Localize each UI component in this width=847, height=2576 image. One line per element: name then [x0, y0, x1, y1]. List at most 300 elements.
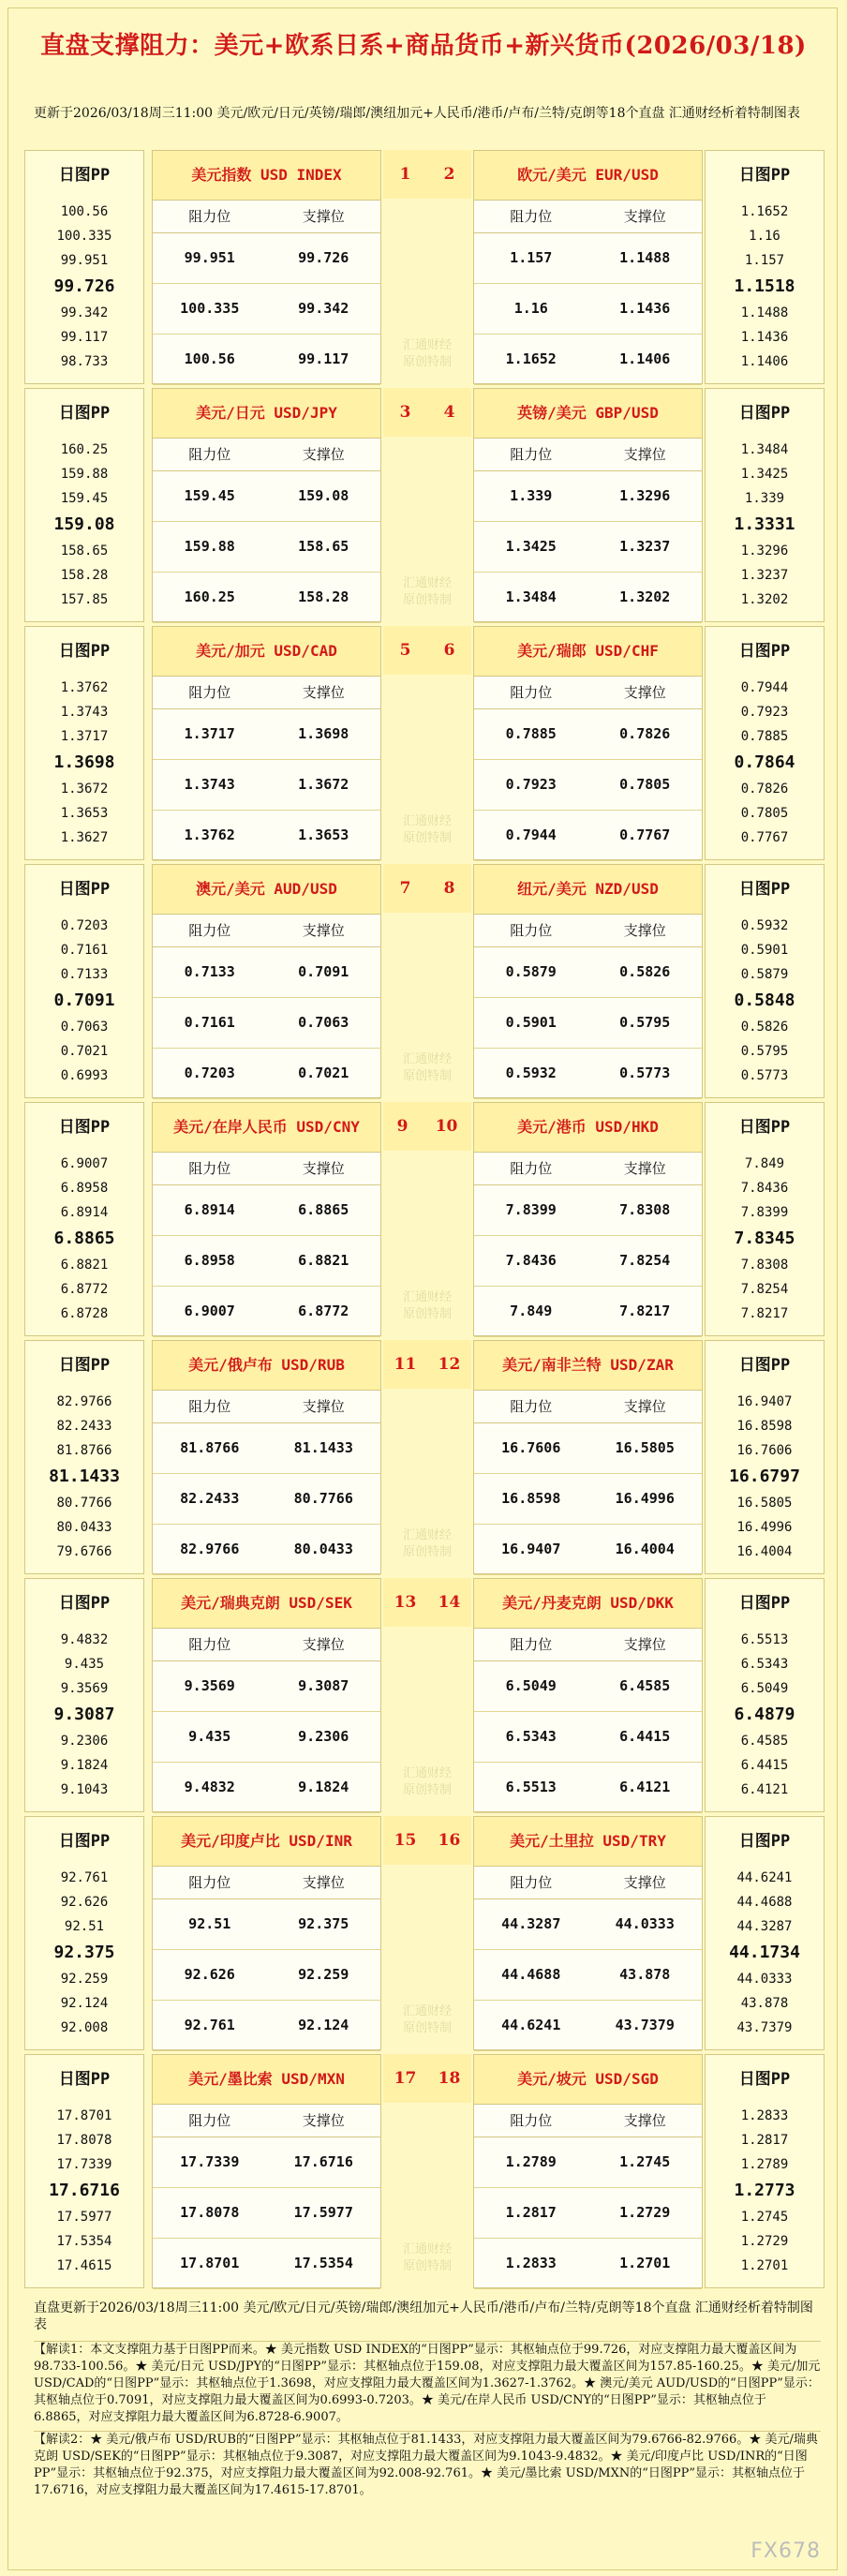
pp-level-value: 1.2789 [740, 2157, 789, 2172]
support-value: 6.8772 [298, 1303, 349, 1319]
pp-level-value: 17.4615 [56, 2258, 112, 2273]
pp-level-value: 98.733 [60, 354, 109, 369]
pp-level-value: 1.339 [744, 491, 785, 506]
pp-level-value: 17.5354 [56, 2234, 112, 2249]
support-value: 1.3202 [619, 588, 671, 605]
column-headers [153, 200, 380, 233]
pair-name: 美元/坡元 USD/SGD [474, 2055, 702, 2104]
resistance-value: 6.5343 [505, 1728, 557, 1745]
support-header: 支撑位 [302, 208, 345, 225]
resistance-value: 0.5879 [505, 963, 557, 980]
pp-level-value: 0.7161 [60, 943, 109, 958]
resistance-value: 17.8701 [180, 2255, 240, 2271]
pp-level-value: 7.849 [744, 1156, 785, 1171]
table-row [474, 1525, 702, 1575]
pp-level-value: 7.8436 [740, 1181, 789, 1196]
support-value: 6.4121 [619, 1779, 671, 1795]
pp-level-value: 7.8254 [740, 1282, 789, 1297]
pp-header: 日图PP [738, 1118, 791, 1137]
block-number: 14 [438, 1593, 461, 1612]
pp-level-value: 7.8217 [740, 1306, 789, 1321]
table-row [474, 233, 702, 284]
resistance-value: 160.25 [184, 588, 235, 605]
pp-level-value: 9.3569 [60, 1681, 109, 1696]
pp-level-value: 1.3762 [60, 680, 109, 695]
pp-level-value: 0.7021 [60, 1044, 109, 1059]
pp-level-value: 0.7203 [60, 918, 109, 933]
pp-level-value: 7.8308 [740, 1258, 789, 1273]
resistance-value: 44.6241 [501, 2017, 561, 2033]
pivot-point-value: 0.5848 [734, 990, 795, 1010]
right-pair-table [473, 2054, 703, 2288]
block-number: 3 [399, 403, 411, 422]
pp-header: 日图PP [58, 1594, 111, 1613]
left-pp-column [24, 388, 144, 622]
column-headers [153, 1390, 380, 1423]
pp-level-value: 159.88 [60, 467, 109, 482]
resistance-value: 0.7885 [505, 725, 557, 742]
support-value: 17.6716 [293, 2153, 353, 2170]
table-row [474, 1049, 702, 1099]
left-pp-column [24, 1816, 144, 2050]
pp-level-value: 6.9007 [60, 1156, 109, 1171]
support-value: 1.3296 [619, 487, 671, 504]
resistance-value: 1.339 [510, 487, 553, 504]
column-headers [474, 1866, 702, 1899]
support-header: 支撑位 [623, 208, 666, 225]
support-header: 支撑位 [623, 2112, 666, 2129]
table-row [474, 2239, 702, 2289]
pp-level-value: 158.65 [60, 543, 109, 558]
block-number: 2 [443, 165, 455, 184]
pp-level-value: 0.5795 [740, 1044, 789, 1059]
resistance-header: 阻力位 [510, 2112, 553, 2129]
pp-level-value: 6.4415 [740, 1758, 789, 1773]
pp-level-value: 157.85 [60, 592, 109, 607]
resistance-value: 44.3287 [501, 1915, 561, 1932]
support-value: 80.0433 [293, 1541, 353, 1557]
resistance-value: 1.2833 [505, 2255, 557, 2271]
support-header: 支撑位 [302, 1874, 345, 1891]
pp-level-value: 0.7885 [740, 729, 789, 744]
table-row [153, 998, 380, 1049]
pp-level-value: 17.5977 [56, 2210, 112, 2225]
pp-header: 日图PP [58, 404, 111, 423]
support-header: 支撑位 [302, 446, 345, 463]
support-value: 1.1406 [619, 350, 671, 367]
resistance-header: 阻力位 [188, 446, 231, 463]
pp-level-value: 1.16 [749, 229, 780, 244]
pair-name: 欧元/美元 EUR/USD [474, 151, 702, 200]
pp-level-value: 6.8958 [60, 1181, 109, 1196]
column-headers [474, 914, 702, 947]
right-pp-column [705, 1102, 825, 1336]
block-number-column [383, 864, 471, 1098]
support-value: 99.342 [298, 300, 349, 317]
column-headers [474, 1628, 702, 1661]
table-row [153, 760, 380, 811]
block-number: 17 [394, 2069, 417, 2088]
support-value: 158.65 [298, 538, 349, 555]
pair-name: 英镑/美元 GBP/USD [474, 389, 702, 438]
resistance-value: 100.56 [184, 350, 235, 367]
table-row [474, 1899, 702, 1950]
support-value: 92.375 [298, 1915, 349, 1932]
pp-level-value: 17.7339 [56, 2157, 112, 2172]
resistance-header: 阻力位 [510, 1874, 553, 1891]
pp-level-value: 9.2306 [60, 1734, 109, 1749]
support-value: 6.4415 [619, 1728, 671, 1745]
pp-level-value: 158.28 [60, 568, 109, 583]
resistance-header: 阻力位 [188, 922, 231, 939]
pp-level-value: 1.3743 [60, 705, 109, 720]
pp-level-value: 0.5932 [740, 918, 789, 933]
resistance-header: 阻力位 [510, 684, 553, 701]
table-row [474, 2188, 702, 2239]
block-number: 5 [399, 641, 411, 660]
pp-header: 日图PP [58, 1118, 111, 1137]
resistance-value: 17.7339 [180, 2153, 240, 2170]
support-header: 支撑位 [623, 922, 666, 939]
pp-level-value: 99.342 [60, 305, 109, 320]
support-value: 16.5805 [615, 1439, 675, 1456]
pp-level-value: 16.8598 [736, 1419, 793, 1434]
support-value: 92.124 [298, 2017, 349, 2033]
right-pp-column [705, 2054, 825, 2288]
resistance-value: 16.8598 [501, 1490, 561, 1507]
table-row [153, 522, 380, 573]
table-row [153, 2001, 380, 2051]
resistance-value: 92.51 [188, 1915, 231, 1932]
pp-header: 日图PP [738, 1832, 791, 1851]
resistance-value: 0.7161 [184, 1014, 235, 1031]
support-header: 支撑位 [302, 1398, 345, 1415]
pp-level-value: 9.1043 [60, 1782, 109, 1797]
pp-level-value: 0.7063 [60, 1020, 109, 1035]
resistance-value: 0.7133 [184, 963, 235, 980]
pp-level-value: 6.8772 [60, 1282, 109, 1297]
resistance-value: 1.3425 [505, 538, 557, 555]
pp-level-value: 44.0333 [736, 1972, 793, 1987]
pp-level-value: 44.6241 [736, 1870, 793, 1885]
pp-level-value: 6.5343 [740, 1657, 789, 1672]
support-value: 92.259 [298, 1966, 349, 1983]
right-pair-table [473, 1816, 703, 2050]
pp-level-value: 44.4688 [736, 1895, 793, 1910]
support-value: 0.5795 [619, 1014, 671, 1031]
block-number: 6 [443, 641, 455, 660]
pair-name: 美元指数 USD INDEX [153, 151, 380, 200]
support-value: 44.0333 [615, 1915, 675, 1932]
pair-name: 美元/港币 USD/HKD [474, 1103, 702, 1152]
support-value: 159.08 [298, 487, 349, 504]
pp-level-value: 1.3627 [60, 830, 109, 845]
support-value: 7.8308 [619, 1201, 671, 1218]
pp-level-value: 0.7944 [740, 680, 789, 695]
resistance-header: 阻力位 [188, 684, 231, 701]
table-row [153, 1950, 380, 2001]
pp-level-value: 1.3672 [60, 782, 109, 797]
resistance-value: 17.8078 [180, 2204, 240, 2221]
pp-level-value: 160.25 [60, 442, 109, 457]
column-headers [474, 676, 702, 709]
right-pp-column [705, 150, 825, 384]
watermark-text: 汇通财经 原创特制 [402, 2004, 452, 2035]
pivot-point-value: 0.7864 [734, 752, 795, 772]
column-headers [153, 1628, 380, 1661]
pp-header: 日图PP [58, 1356, 111, 1375]
support-value: 6.8821 [298, 1252, 349, 1269]
pair-name: 美元/南非兰特 USD/ZAR [474, 1341, 702, 1390]
block-number: 18 [438, 2069, 461, 2088]
pp-level-value: 16.7606 [736, 1443, 793, 1458]
pp-level-value: 6.4121 [740, 1782, 789, 1797]
support-value: 1.2745 [619, 2153, 671, 2170]
right-pp-column [705, 1340, 825, 1574]
pp-level-value: 100.335 [56, 229, 112, 244]
resistance-header: 阻力位 [510, 208, 553, 225]
resistance-value: 159.45 [184, 487, 235, 504]
right-pp-column [705, 1578, 825, 1812]
pp-level-value: 0.7826 [740, 782, 789, 797]
pair-block [24, 1578, 823, 1816]
pivot-point-value: 44.1734 [729, 1943, 800, 1962]
pair-name: 美元/瑞典克朗 USD/SEK [153, 1579, 380, 1628]
column-headers [474, 200, 702, 233]
column-headers [153, 438, 380, 471]
pp-level-value: 81.8766 [56, 1443, 112, 1458]
resistance-header: 阻力位 [510, 922, 553, 939]
pp-level-value: 9.1824 [60, 1758, 109, 1773]
block-number-column [383, 2054, 471, 2288]
table-row [474, 1236, 702, 1287]
pp-level-value: 1.3484 [740, 442, 789, 457]
table-row [153, 284, 380, 335]
resistance-header: 阻力位 [510, 1160, 553, 1177]
block-number: 11 [394, 1355, 417, 1374]
pp-level-value: 6.5049 [740, 1681, 789, 1696]
pair-name: 美元/印度卢比 USD/INR [153, 1817, 380, 1866]
pair-name: 美元/日元 USD/JPY [153, 389, 380, 438]
resistance-value: 7.8436 [505, 1252, 557, 1269]
pp-level-value: 6.8728 [60, 1306, 109, 1321]
pair-name: 美元/土里拉 USD/TRY [474, 1817, 702, 1866]
support-value: 0.7063 [298, 1014, 349, 1031]
pp-level-value: 99.951 [60, 253, 109, 268]
resistance-value: 82.2433 [180, 1490, 240, 1507]
support-value: 1.1436 [619, 300, 671, 317]
pivot-point-value: 0.7091 [53, 990, 115, 1010]
page-title: 直盘支撑阻力：美元+欧系日系+商品货币+新兴货币(2026/03/18) [40, 32, 807, 60]
resistance-value: 9.4832 [184, 1779, 235, 1795]
support-value: 1.3653 [298, 826, 349, 843]
footer-text: 直盘更新于2026/03/18周三11:00 美元/欧元/日元/英镑/瑞郎/澳纽加元+人民币/港币/卢布/兰特/克朗等18个直盘 汇通财经析着特制图表 [34, 2301, 813, 2332]
resistance-header: 阻力位 [188, 1636, 231, 1653]
table-row [474, 760, 702, 811]
block-number: 10 [435, 1117, 458, 1136]
table-row [474, 284, 702, 335]
pp-level-value: 79.6766 [56, 1544, 112, 1559]
resistance-value: 1.16 [513, 300, 548, 317]
pp-level-value: 92.124 [60, 1996, 109, 2011]
pivot-point-value: 6.4879 [734, 1705, 795, 1724]
left-pair-table [152, 2054, 381, 2288]
support-value: 9.2306 [298, 1728, 349, 1745]
resistance-value: 7.849 [510, 1303, 553, 1319]
pp-level-value: 1.1436 [740, 330, 789, 345]
table-row [153, 811, 380, 861]
pair-name: 澳元/美元 AUD/USD [153, 865, 380, 914]
watermark-text: 汇通财经 原创特制 [402, 2242, 452, 2273]
table-row [153, 1712, 380, 1763]
resistance-header: 阻力位 [188, 208, 231, 225]
resistance-value: 0.5901 [505, 1014, 557, 1031]
support-value: 80.7766 [293, 1490, 353, 1507]
table-row [153, 709, 380, 760]
table-row [153, 1763, 380, 1813]
support-value: 0.7767 [619, 826, 671, 843]
column-headers [474, 1390, 702, 1423]
block-number: 12 [438, 1355, 461, 1374]
support-value: 81.1433 [293, 1439, 353, 1456]
column-headers [474, 2104, 702, 2137]
pp-level-value: 7.8399 [740, 1205, 789, 1220]
note-1: 【解读1：本文支撑阻力基于日图PP而来。★ 美元指数 USD INDEX的“日图PP”显示：其枢轴点位于99.726，对应支撑阻力最大覆盖区间为98.733-100.56。★ 美元/日元 USD/JPY的“日图PP”显示：其枢轴点位于159.08，对应支撑阻力最大覆盖区间为157.85-160.25。★ 美元/加元 USD/CAD的“日图PP”显示：其枢轴点位于1.3698，对应支撑阻力最大覆盖区间为1.3627-1.3762。★ 澳元/美元 AUD/USD的“日图PP”显示：其枢轴点位于0.7091，对应支撑阻力最大覆盖区间为0.6993-0.7203。★ 美元/在岸人民币 USD/CNY的“日图PP”显示：其枢轴点位于6.8865，对应支撑阻力最大覆盖区间为6.8728-6.9007。 [34, 2343, 821, 2424]
support-value: 1.3698 [298, 725, 349, 742]
support-value: 0.5773 [619, 1065, 671, 1081]
pp-level-value: 9.435 [64, 1657, 105, 1672]
support-value: 1.2701 [619, 2255, 671, 2271]
pp-level-value: 159.45 [60, 491, 109, 506]
column-headers [153, 2104, 380, 2137]
pp-header: 日图PP [738, 880, 791, 899]
pp-level-value: 82.2433 [56, 1419, 112, 1434]
resistance-header: 阻力位 [188, 1160, 231, 1177]
left-pair-table [152, 1340, 381, 1574]
pp-level-value: 43.7379 [736, 2020, 793, 2035]
support-header: 支撑位 [302, 1160, 345, 1177]
pp-level-value: 16.5805 [736, 1496, 793, 1511]
support-value: 99.117 [298, 350, 349, 367]
pp-header: 日图PP [738, 404, 791, 423]
table-row [153, 2137, 380, 2188]
pair-name: 美元/丹麦克朗 USD/DKK [474, 1579, 702, 1628]
right-pair-table [473, 1102, 703, 1336]
pair-block [24, 626, 823, 864]
resistance-header: 阻力位 [510, 1636, 553, 1653]
support-header: 支撑位 [623, 1160, 666, 1177]
column-headers [474, 438, 702, 471]
table-row [474, 1185, 702, 1236]
resistance-value: 159.88 [184, 538, 235, 555]
left-pair-table [152, 150, 381, 384]
pp-level-value: 0.7805 [740, 806, 789, 821]
table-row [153, 2239, 380, 2289]
pivot-point-value: 159.08 [53, 514, 115, 534]
resistance-value: 0.5932 [505, 1065, 557, 1081]
left-pair-table [152, 864, 381, 1098]
support-value: 1.3672 [298, 776, 349, 793]
pair-name: 美元/在岸人民币 USD/CNY [153, 1103, 380, 1152]
table-row [474, 1661, 702, 1712]
table-row [474, 998, 702, 1049]
support-header: 支撑位 [302, 922, 345, 939]
resistance-value: 1.2789 [505, 2153, 557, 2170]
pp-level-value: 17.8078 [56, 2133, 112, 2148]
pair-block [24, 1102, 823, 1340]
pp-level-value: 9.4832 [60, 1632, 109, 1647]
table-row [153, 1423, 380, 1474]
pp-level-value: 16.4996 [736, 1520, 793, 1535]
left-pp-column [24, 2054, 144, 2288]
support-value: 17.5977 [293, 2204, 353, 2221]
table-row [474, 522, 702, 573]
table-row [153, 2188, 380, 2239]
right-pp-column [705, 626, 825, 860]
resistance-header: 阻力位 [188, 1398, 231, 1415]
right-pair-table [473, 150, 703, 384]
support-value: 7.8254 [619, 1252, 671, 1269]
table-row [474, 471, 702, 522]
pp-level-value: 1.3717 [60, 729, 109, 744]
block-number-column [383, 1578, 471, 1812]
pp-header: 日图PP [738, 1356, 791, 1375]
right-pair-table [473, 864, 703, 1098]
support-header: 支撑位 [623, 1398, 666, 1415]
resistance-header: 阻力位 [510, 1398, 553, 1415]
support-value: 9.1824 [298, 1779, 349, 1795]
watermark-text: 汇通财经 原创特制 [402, 814, 452, 845]
left-pair-table [152, 1578, 381, 1812]
resistance-value: 1.3717 [184, 725, 235, 742]
pp-level-value: 0.5879 [740, 967, 789, 982]
pivot-point-value: 1.2773 [734, 2181, 795, 2200]
pp-level-value: 17.8701 [56, 2108, 112, 2123]
column-headers [153, 1152, 380, 1185]
pp-level-value: 6.5513 [740, 1632, 789, 1647]
left-pair-table [152, 388, 381, 622]
resistance-value: 1.3762 [184, 826, 235, 843]
resistance-value: 6.8914 [184, 1201, 235, 1218]
pp-level-value: 100.56 [60, 204, 109, 219]
support-value: 16.4004 [615, 1541, 675, 1557]
pair-block [24, 1340, 823, 1578]
pivot-point-value: 1.1518 [734, 276, 795, 296]
table-row [153, 471, 380, 522]
table-row [474, 1423, 702, 1474]
pp-level-value: 1.3202 [740, 592, 789, 607]
left-pp-column [24, 864, 144, 1098]
block-number: 7 [399, 879, 411, 898]
pp-level-value: 16.9407 [736, 1394, 793, 1409]
pp-level-value: 0.7133 [60, 967, 109, 982]
pair-block [24, 2054, 823, 2292]
pp-level-value: 43.878 [740, 1996, 789, 2011]
pp-level-value: 80.7766 [56, 1496, 112, 1511]
watermark-text: 汇通财经 原创特制 [402, 338, 452, 369]
table-row [153, 573, 380, 623]
table-row [474, 811, 702, 861]
pp-level-value: 1.2833 [740, 2108, 789, 2123]
support-value: 1.1488 [619, 249, 671, 266]
table-row [153, 1236, 380, 1287]
pivot-point-value: 99.726 [53, 276, 115, 296]
resistance-value: 0.7944 [505, 826, 557, 843]
resistance-value: 16.7606 [501, 1439, 561, 1456]
block-number: 15 [394, 1831, 417, 1850]
support-value: 99.726 [298, 249, 349, 266]
pair-name: 美元/加元 USD/CAD [153, 627, 380, 676]
